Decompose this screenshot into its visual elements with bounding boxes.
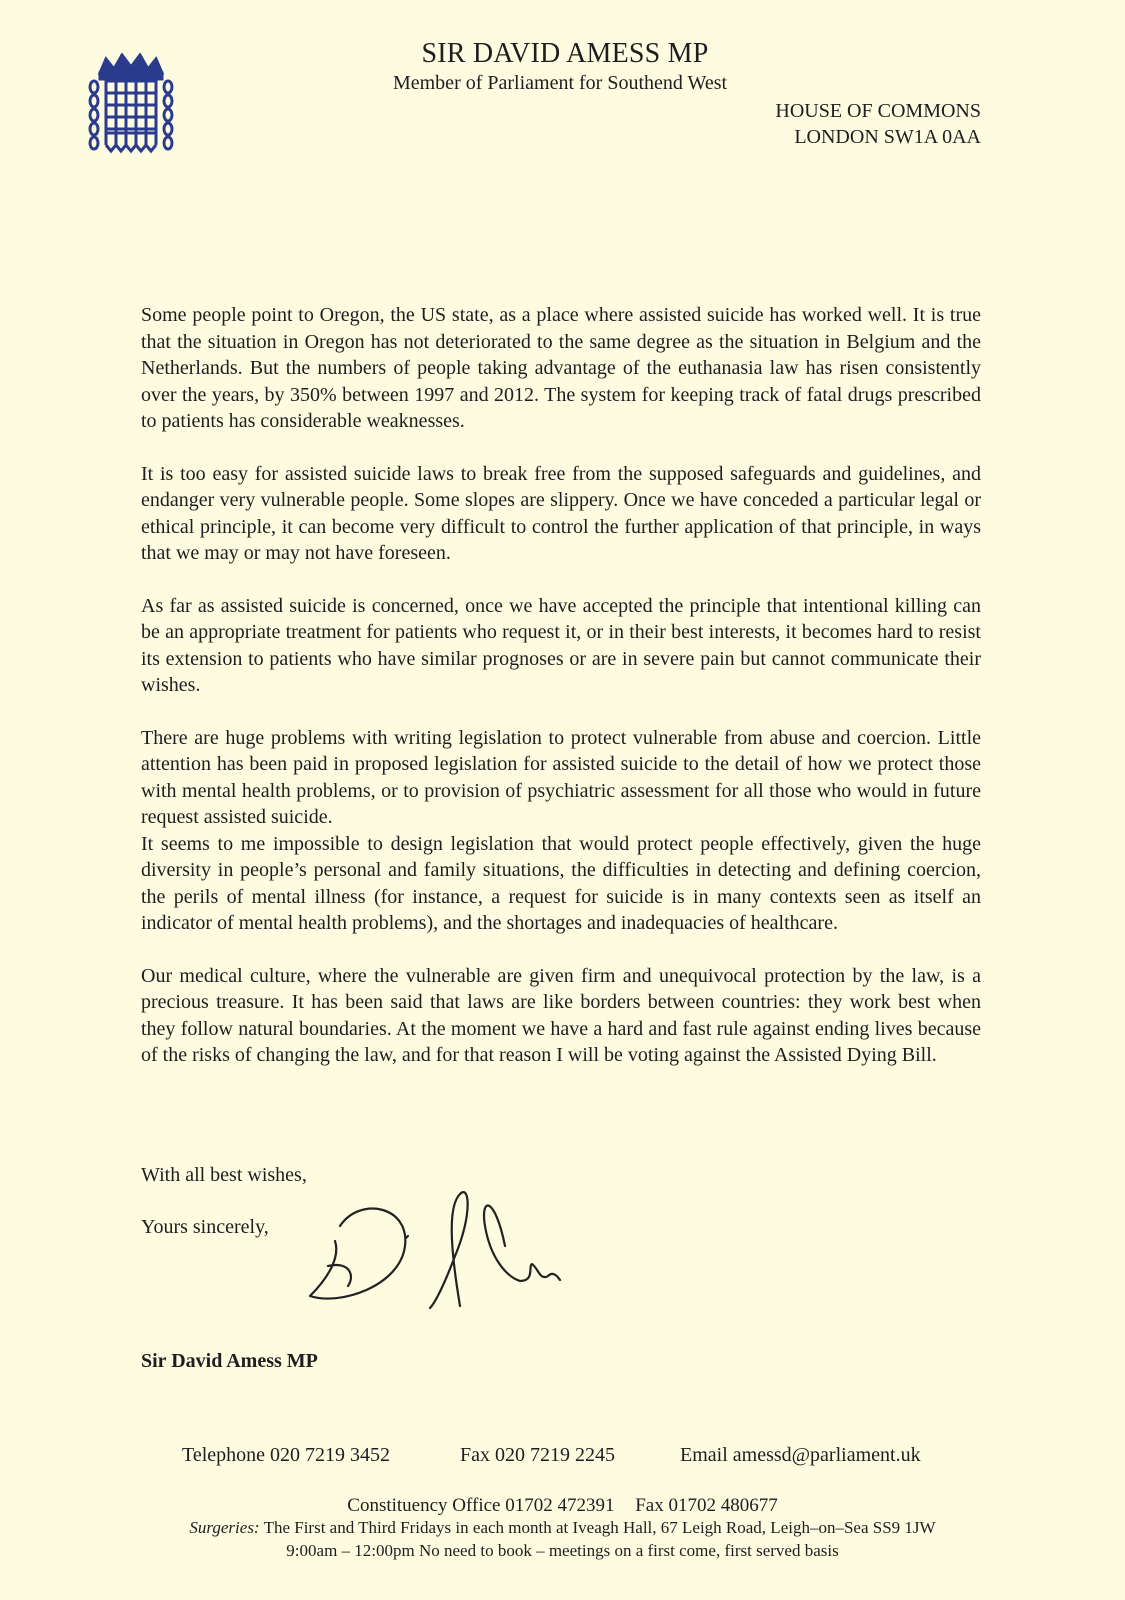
footer-telephone: Telephone 020 7219 3452	[182, 1444, 391, 1466]
footer-surgeries	[0, 1518, 1125, 1538]
body-paragraph-2: It is too easy for assisted suicide laws to break free from the supposed safeguards and guidelines, and endanger very vulnerable people. Some slopes are slippery. Once we have conceded a particular legal or ethical principle, it can become very difficult to control the further application of that principle, in ways that we may or may not have foreseen.	[141, 462, 981, 564]
address-line-1: HOUSE OF COMMONS	[775, 100, 981, 122]
letterhead-address	[775, 98, 981, 150]
body-paragraph-5: It seems to me impossible to design legislation that would protect people effectively, given the huge diversity in people’s personal and family situations, the difficulties in detecting and defining coercion, the perils of mental illness (for instance, a request for suicide is in many contexts seen as itself an indicator of mental health problems), and the shortages and inadequacies of healthcare.	[141, 832, 981, 934]
portcullis-icon	[88, 53, 174, 155]
office-phone: Constituency Office 01702 472391	[347, 1495, 615, 1516]
surgeries-label: Surgeries:	[189, 1518, 260, 1537]
body-paragraph-3: As far as assisted suicide is concerned, once we have accepted the principle that intentional killing can be an appropriate treatment for patients who request it, or in their best interests, it becomes hard to resist its extension to patients who have similar prognoses or are in severe pain but cannot communicate their wishes.	[141, 594, 981, 696]
valediction: Yours sincerely,	[141, 1216, 269, 1238]
signatory-name: Sir David Amess MP	[141, 1350, 318, 1372]
office-fax: Fax 01702 480677	[635, 1495, 778, 1516]
footer-hours: 9:00am – 12:00pm No need to book – meetings on a first come, first served basis	[286, 1541, 839, 1560]
closing-wishes: With all best wishes,	[141, 1164, 307, 1186]
body-paragraph-4: There are huge problems with writing legislation to protect vulnerable from abuse and coercion. Little attention has been paid in proposed legislation for assisted suicide to the detail of how we protect those with mental health problems, or to provision of psychiatric assessment for all those who would in future request assisted suicide.	[141, 726, 981, 828]
footer-email[interactable]: Email amessd@parliament.uk	[680, 1444, 921, 1466]
address-line-2: LONDON SW1A 0AA	[794, 126, 981, 148]
letter-body	[141, 302, 981, 1095]
surgeries-text: The First and Third Fridays in each month at Iveagh Hall, 67 Leigh Road, Leigh–on–Sea SS9 1JW	[263, 1518, 936, 1537]
body-paragraph-1: Some people point to Oregon, the US state, as a place where assisted suicide has worked well. It is true that the situation in Oregon has not deteriorated to the same degree as the situation in Belgium and the Netherlands. But the numbers of people taking advantage of the euthanasia law has risen consistently over the years, by 350% between 1997 and 2012. The system for keeping track of fatal drugs prescribed to patients has considerable weaknesses.	[141, 304, 981, 432]
letterhead-name: SIR DAVID AMESS MP	[421, 38, 709, 69]
footer-fax: Fax 020 7219 2245	[460, 1444, 615, 1466]
signature	[300, 1186, 590, 1326]
footer-constituency-office	[0, 1495, 1125, 1517]
body-paragraph-6: Our medical culture, where the vulnerable are given firm and unequivocal protection by the law, is a precious treasure. It has been said that laws are like borders between countries: they work best when they follow natural boundaries. At the moment we have a hard and fast rule against ending lives because of the risks of changing the law, and for that reason I will be voting against the Assisted Dying Bill.	[141, 964, 981, 1066]
letterhead-constituency: Member of Parliament for Southend West	[392, 72, 728, 94]
